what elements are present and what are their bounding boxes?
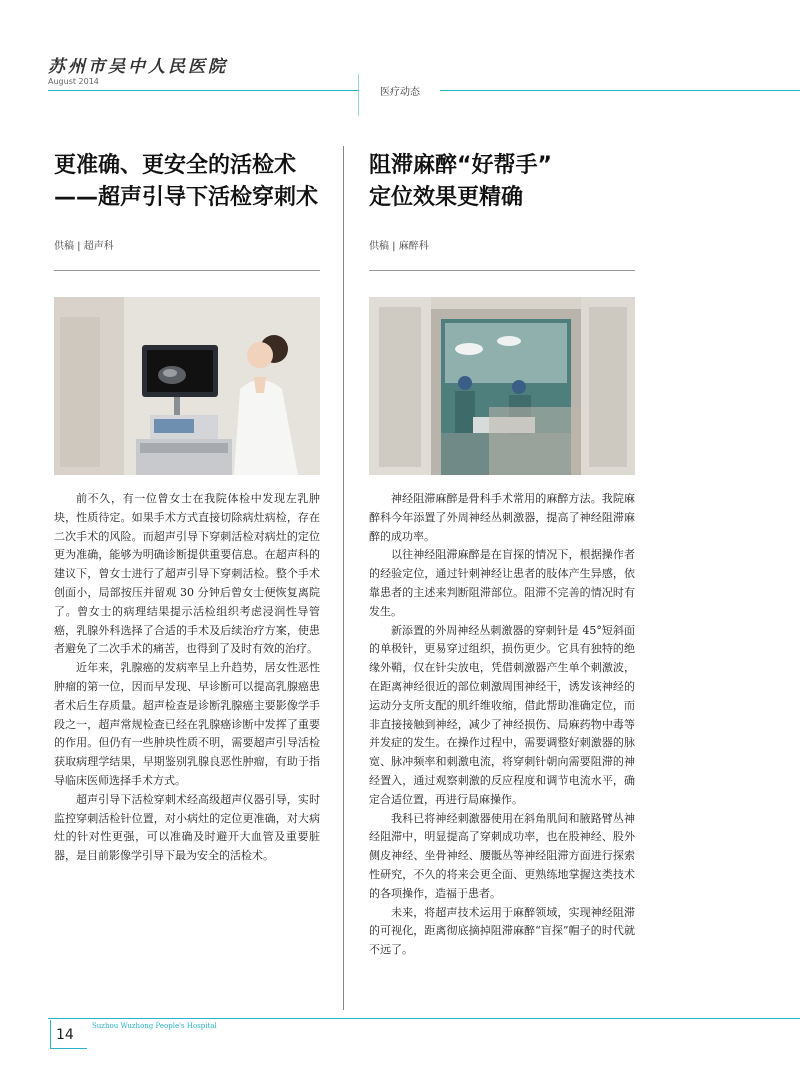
- left-article-title: 更准确、更安全的活检术: [54, 153, 297, 178]
- paragraph: 新添置的外周神经丛刺激器的穿刺针是 45°短斜面的单极针，更易穿过组织，损伤更少。它具有独特的绝缘外鞘，仅在针尖放电，凭借刺激器产生单个刺激波，在距离神经很近的部位刺激周围神经干，诱发该神经的运动分支所支配的肌纤维收缩，借此帮助准确定位，而非直接接触到神经，减少了神经损伤、局麻药物中毒等并发症的发生。在操作过程中，需要调整好刺激器的脉宽、脉冲频率和刺激电流，将穿刺针朝向需要阻滞的神经置入，通过观察刺激的反应程度和调节电流水平，确定合适位置，再进行局麻操作。: [369, 623, 635, 806]
- paragraph: 我科已将神经刺激器使用在斜角肌间和腋路臂丛神经阻滞中，明显提高了穿刺成功率，也在股神经、股外侧皮神经、坐骨神经、腰骶丛等神经阻滞方面进行探索性研究，不久的将来会更全面、更熟练地掌握这类技术的各项操作，造福于患者。: [369, 811, 635, 900]
- footer-rule: [48, 1018, 800, 1019]
- issue-date: August 2014: [48, 77, 99, 86]
- page-number: 14: [56, 1027, 74, 1043]
- paragraph: 近年来，乳腺癌的发病率呈上升趋势，居女性恶性肿瘤的第一位，因而早发现、早诊断可以提高乳腺癌患者术后生存质量。超声检查是诊断乳腺癌主要影像学手段之一，超声常规检查已经在乳腺癌诊断中发挥了重要的作用。但仍有一些肿块性质不明，需要超声引导活检获取病理学结果，早期鉴别乳腺良恶性肿瘤，有助于指导临床医师选择手术方式。: [54, 661, 320, 787]
- left-article-subtitle: ——超声引导下活检穿刺术: [54, 185, 319, 210]
- masthead: 苏州市吴中人民医院: [48, 57, 228, 77]
- paragraph: 以往神经阻滞麻醉是在盲探的情况下，根据操作者的经验定位，通过针刺神经让患者的肢体产生异感，依靠患者的主述来判断阻滞部位。阻滞不完善的情况时有发生。: [369, 548, 635, 618]
- left-article-byline: 供稿 | 超声科: [54, 241, 114, 252]
- photo-operating-room: [369, 297, 635, 475]
- right-article-body: [369, 490, 635, 960]
- header-rule: [440, 90, 800, 91]
- column-divider: [343, 146, 344, 1010]
- paragraph: 超声引导下活检穿刺术经高级超声仪器引导，实时监控穿刺活检针位置，对小病灶的定位更准确，对大病灶的针对性更强，可以准确及时避开大血管及重要脏器，是目前影像学引导下最为安全的活检术。: [54, 792, 320, 863]
- section-label: 医疗动态: [380, 87, 420, 98]
- left-article-body: [54, 490, 320, 866]
- header-rule: [48, 90, 358, 91]
- photo-ultrasound-doctor-illustration: [54, 297, 320, 475]
- right-article-title: 阻滞麻醉“好帮手”: [369, 153, 552, 178]
- byline-rule: [54, 270, 320, 271]
- right-article-byline: 供稿 | 麻醉科: [369, 241, 429, 252]
- paragraph: 未来，将超声技术运用于麻醉领域，实现神经阻滞的可视化，距离彻底摘掉阻滞麻醉“盲探”帽子的时代就不远了。: [369, 905, 635, 957]
- right-article-subtitle: 定位效果更精确: [369, 185, 524, 210]
- header-divider: [358, 74, 359, 116]
- paragraph: 前不久，有一位曾女士在我院体检中发现左乳肿块，性质待定。如果手术方式直接切除病灶病检，存在二次手术的风险。而超声引导下穿刺活检对病灶的定位更为准确，能够为明确诊断提供重要信息。在超声科的建议下，曾女士进行了超声引导下穿刺活检。整个手术创面小，局部按压并留观 30 分钟后曾女士便恢复离院了。曾女士的病理结果提示活检组织考虑浸润性导管癌，乳腺外科选择了合适的手术及后续治疗方案，使患者避免了二次手术的痛苦，也得到了及时有效的治疗。: [54, 492, 320, 656]
- byline-rule: [369, 270, 635, 271]
- paragraph: 神经阻滞麻醉是骨科手术常用的麻醉方法。我院麻醉科今年添置了外周神经丛刺激器，提高了神经阻滞麻醉的成功率。: [369, 492, 635, 543]
- footer-hospital-name: Suzhou Wuzhong People's Hospital: [92, 1022, 217, 1030]
- photo-ultrasound-doctor: [54, 297, 320, 475]
- photo-operating-room-illustration: [369, 297, 635, 475]
